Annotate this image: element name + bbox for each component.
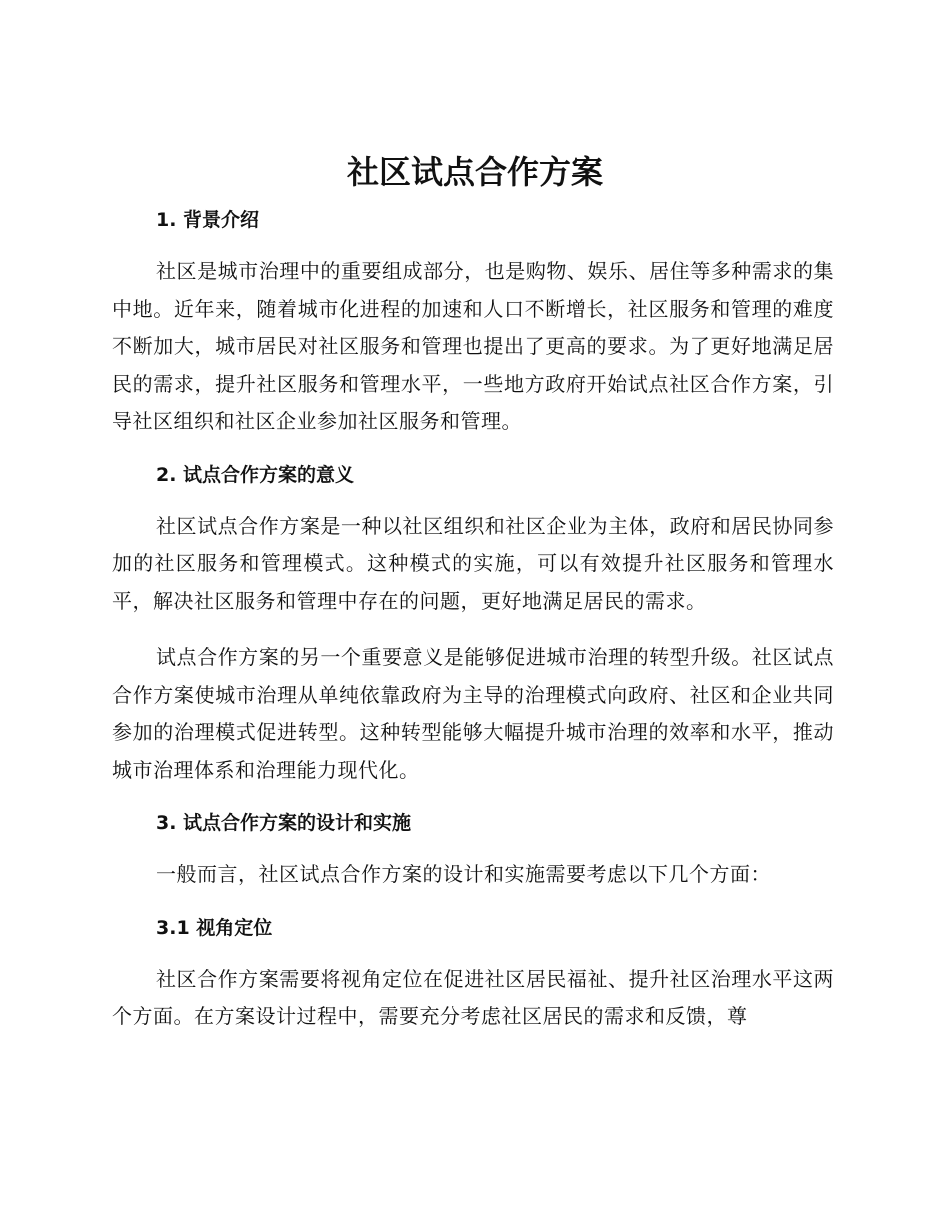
section-heading-1: 1. 背景介绍 (156, 209, 260, 231)
section-heading-3-1: 3.1 视角定位 (156, 916, 273, 939)
document-title: 社区试点合作方案 (346, 153, 603, 191)
section-heading-2: 2. 试点合作方案的意义 (156, 463, 355, 486)
section-1-paragraph-1: 社区是城市治理中的重要组成部分，也是购物、娱乐、居住等多种需求的集中地。近年来，随着城市化进程的加速和人口不断增长，社区服务和管理的难度不断加大，城市居民对社区服务和管理也提出了更高的要求。为了更好地满足居民的需求，提升社区服务和管理水平，一些地方政府开始试点社区合作方案，引导社区组织和社区企业参加社区服务和管理。 (112, 259, 834, 433)
section-3-1-paragraph-1: 社区合作方案需要将视角定位在促进社区居民福祉、提升社区治理水平这两个方面。在方案设计过程中，需要充分考虑社区居民的需求和反馈，尊 (112, 966, 834, 1028)
section-3-paragraph-1: 一般而言，社区试点合作方案的设计和实施需要考虑以下几个方面： (156, 862, 771, 886)
section-2-paragraph-2: 试点合作方案的另一个重要意义是能够促进城市治理的转型升级。社区试点合作方案使城市治理从单纯依靠政府为主导的治理模式向政府、社区和企业共同参加的治理模式促进转型。这种转型能够大幅提升城市治理的效率和水平，推动城市治理体系和治理能力现代化。 (112, 645, 834, 782)
document-body (112, 200, 834, 1055)
section-heading-3: 3. 试点合作方案的设计和实施 (156, 812, 412, 834)
section-2-paragraph-1: 社区试点合作方案是一种以社区组织和社区企业为主体，政府和居民协同参加的社区服务和管理模式。这种模式的实施，可以有效提升社区服务和管理水平，解决社区服务和管理中存在的问题，更好地满足居民的需求。 (112, 513, 834, 613)
